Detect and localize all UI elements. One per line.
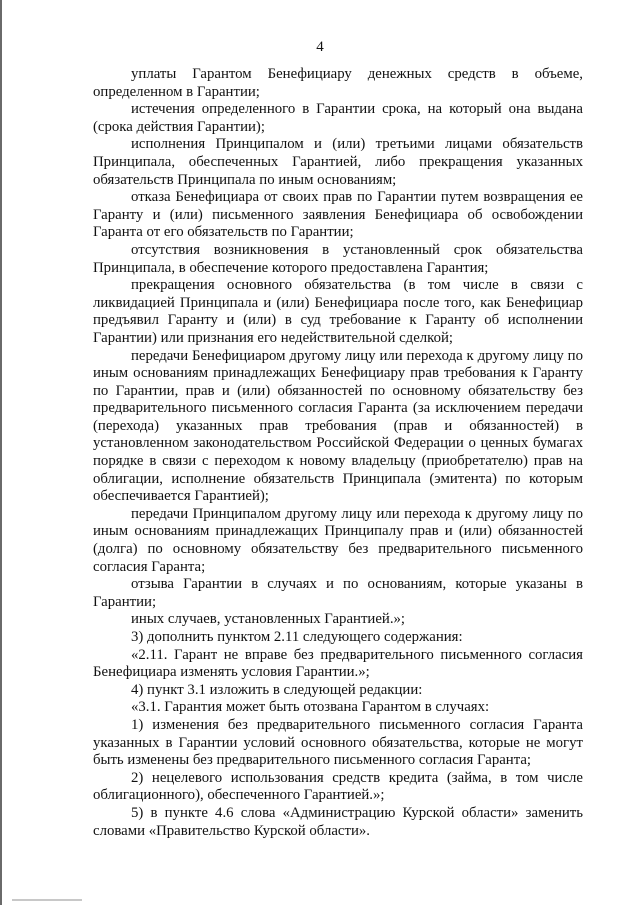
paragraph-subitem-2: 2) нецелевого использования средств кредита (займа, в том числе облигационного), обеспеченного Гарантией.»;	[93, 769, 583, 804]
paragraph-clause-3-1: «3.1. Гарантия может быть отозвана Гарантом в случаях:	[131, 699, 490, 716]
scan-edge	[0, 0, 2, 905]
paragraph-main-obligation-termination: прекращения основного обязательства (в том числе в связи с ликвидацией Принципала и (или) Бенефициара после того, как Бенефициар предъявил Гаранту и (или) в суд требование к Гаранту об исполнении Гарантии) или признания его недействительной сделкой;	[93, 277, 583, 346]
paragraph-clause-2-11: «2.11. Гарант не вправе без предварительного письменного согласия Бенефициара изменять условия Гарантии.»;	[93, 646, 583, 681]
paragraph-other-cases: иных случаев, установленных Гарантией.»;	[131, 611, 406, 628]
paragraph-term-expiry: истечения определенного в Гарантии срока, на который она выдана (срока действия Гарантии);	[93, 101, 583, 135]
paragraph-principal-transfer: передачи Принципалом другому лицу или перехода к другому лицу по иным основаниям принадлежащих Принципалу прав и (или) обязанностей (долга) по основному обязательству без предварительного письменного согласия Гаранта;	[93, 505, 583, 575]
paragraph-subitem-1: 1) изменения без предварительного письменного согласия Гаранта указанных в Гарантии условий основного обязательства, которые не могут быть изменены без предварительного письменного согласия Гаранта;	[93, 716, 583, 769]
paragraph-obligation-fulfilment: исполнения Принципалом и (или) третьими лицами обязательств Принципала, обеспеченных Гарантией, либо прекращения указанных обязательств Принципала по иным основаниям;	[93, 136, 583, 188]
paragraph-no-obligation: отсутствия возникновения в установленный срок обязательства Принципала, в обеспечение которого предоставлена Гарантия;	[93, 241, 583, 276]
scan-artifact	[12, 899, 82, 901]
paragraph-item-4: 4) пункт 3.1 изложить в следующей редакции:	[131, 681, 423, 698]
paragraph-guarantee-revocation: отзыва Гарантии в случаях и по основаниям, которые указаны в Гарантии;	[93, 576, 583, 610]
page-number: 4	[316, 39, 324, 55]
paragraph-payment: уплаты Гарантом Бенефициару денежных средств в объеме, определенном в Гарантии;	[93, 66, 583, 100]
paragraph-beneficiary-refusal: отказа Бенефициара от своих прав по Гарантии путем возвращения ее Гаранту и (или) письменного заявления Бенефициара об освобождении Гаранта от его обязательств по Гарантии;	[93, 189, 583, 241]
paragraph-item-5: 5) в пункте 4.6 слова «Администрацию Курской области» заменить словами «Правительство Курской области».	[93, 804, 583, 839]
paragraph-beneficiary-transfer: передачи Бенефициаром другому лицу или перехода к другому лицу по иным основаниям принадлежащих Бенефициару прав требования к Гаранту по Гарантии, прав и (или) обязанностей по основному обязательству без предварительного письменного согласия Гаранта (за исключением передачи (перехода) указанных прав требования (прав и обязанностей) в установленном законодательством Российской Федерации о ценных бумагах порядке в связи с переходом к новому владельцу (приобретателю) прав на облигации, исполнение обязательств Принципала (эмитента) по которым обеспечивается Гарантией);	[93, 347, 583, 505]
document-body	[93, 66, 583, 840]
paragraph-item-3: 3) дополнить пунктом 2.11 следующего содержания:	[131, 629, 463, 645]
